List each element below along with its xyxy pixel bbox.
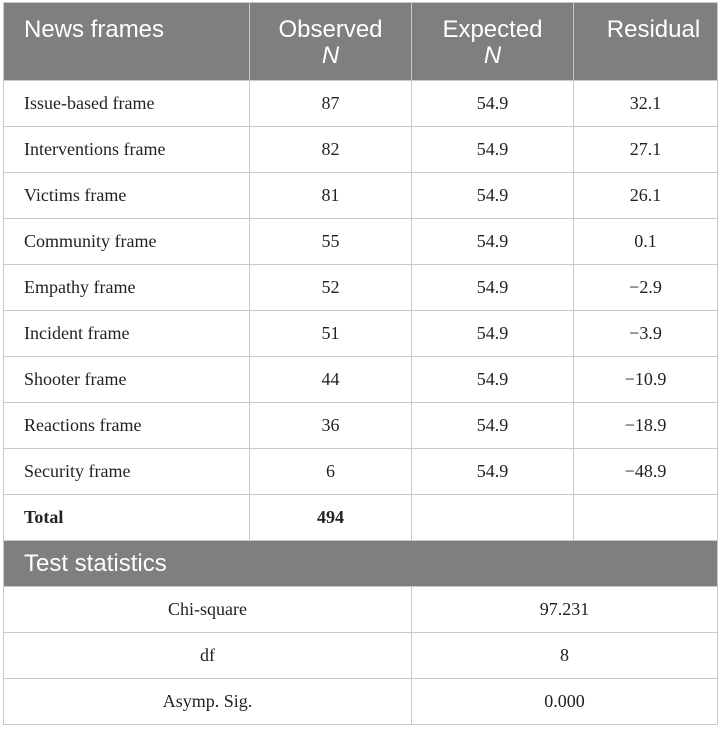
statistic-label: Chi-square: [4, 587, 412, 633]
statistic-label: df: [4, 633, 412, 679]
frame-name-cell: Shooter frame: [4, 357, 250, 403]
expected-cell: 54.9: [412, 265, 574, 311]
observed-cell: 81: [250, 173, 412, 219]
observed-cell: 36: [250, 403, 412, 449]
frame-name-cell: Victims frame: [4, 173, 250, 219]
observed-cell: 44: [250, 357, 412, 403]
expected-cell: 54.9: [412, 127, 574, 173]
frame-name-cell: Issue-based frame: [4, 81, 250, 127]
observed-cell: 87: [250, 81, 412, 127]
observed-cell: 6: [250, 449, 412, 495]
observed-cell: 82: [250, 127, 412, 173]
header-observed: [250, 3, 412, 81]
empty-cell: [574, 495, 718, 541]
statistic-label: Asymp. Sig.: [4, 679, 412, 725]
total-label: Total: [4, 495, 250, 541]
residual-cell: −18.9: [574, 403, 718, 449]
observed-cell: 52: [250, 265, 412, 311]
residual-cell: −2.9: [574, 265, 718, 311]
residual-cell: −3.9: [574, 311, 718, 357]
residual-cell: 0.1: [574, 219, 718, 265]
header-label: Residual: [606, 16, 701, 43]
header-news-frames: [4, 3, 250, 81]
frame-name-cell: Empathy frame: [4, 265, 250, 311]
expected-cell: 54.9: [412, 357, 574, 403]
header-unit: N: [483, 42, 502, 69]
statistic-value: 97.231: [412, 587, 718, 633]
expected-cell: 54.9: [412, 219, 574, 265]
expected-cell: 54.9: [412, 173, 574, 219]
frame-name-cell: Community frame: [4, 219, 250, 265]
frame-name-cell: Security frame: [4, 449, 250, 495]
expected-cell: 54.9: [412, 81, 574, 127]
frame-name-cell: Incident frame: [4, 311, 250, 357]
expected-cell: 54.9: [412, 449, 574, 495]
header-residual: [574, 3, 718, 81]
residual-cell: −48.9: [574, 449, 718, 495]
header-expected: [412, 3, 574, 81]
statistic-value: 0.000: [412, 679, 718, 725]
header-label: Expected: [442, 16, 543, 43]
frame-name-cell: Interventions frame: [4, 127, 250, 173]
statistic-value: 8: [412, 633, 718, 679]
expected-cell: 54.9: [412, 311, 574, 357]
test-statistics-heading: Test statistics: [4, 541, 718, 587]
expected-cell: 54.9: [412, 403, 574, 449]
header-unit: N: [321, 42, 340, 69]
empty-cell: [412, 495, 574, 541]
observed-cell: 55: [250, 219, 412, 265]
total-observed: 494: [250, 495, 412, 541]
frames-table: [3, 2, 718, 725]
header-label: Observed: [278, 16, 383, 43]
residual-cell: 26.1: [574, 173, 718, 219]
observed-cell: 51: [250, 311, 412, 357]
header-label: News frames: [24, 16, 165, 43]
residual-cell: 27.1: [574, 127, 718, 173]
residual-cell: −10.9: [574, 357, 718, 403]
frame-name-cell: Reactions frame: [4, 403, 250, 449]
residual-cell: 32.1: [574, 81, 718, 127]
